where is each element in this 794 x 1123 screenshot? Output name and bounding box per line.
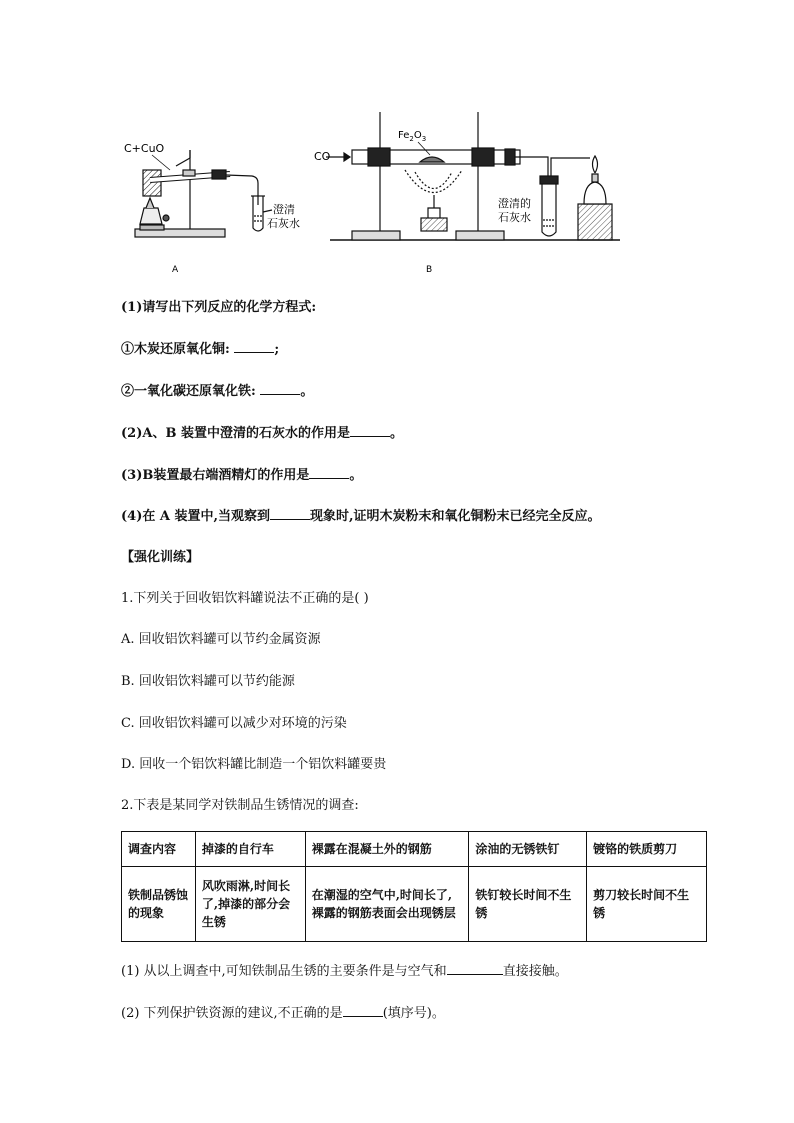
apparatus-a: [135, 150, 272, 237]
answer-blank[interactable]: [260, 382, 300, 395]
survey-subquestion-2-text: (2) 下列保护铁资源的建议,不正确的是: [121, 1006, 343, 1021]
survey-subquestion-2-end: (填序号)。: [382, 1006, 445, 1021]
question-3-end: 。: [349, 468, 363, 483]
question-1a-end: ;: [274, 342, 280, 357]
question-4-text-after: 现象时,证明木炭粉末和氧化铜粉末已经完全反应。: [310, 509, 601, 524]
question-3: [121, 466, 362, 485]
table-header-cell: 镀铬的铁质剪刀: [587, 832, 707, 867]
question-2-end: 。: [389, 426, 403, 441]
answer-blank[interactable]: [270, 507, 310, 520]
question-2-text: A、B 装置中澄清的石灰水的作用是: [142, 426, 350, 441]
survey-subquestion-1-end: 直接接触。: [502, 964, 568, 979]
question-4-number: (4): [121, 509, 143, 524]
table-header-row: [122, 832, 707, 867]
mc-option-d[interactable]: D. 回收一个铝饮料罐比制造一个铝饮料罐要贵: [121, 757, 387, 772]
table-header-cell: 涂油的无锈铁钉: [469, 832, 587, 867]
table-cell: 风吹雨淋,时间长了,掉漆的部分会生锈: [195, 867, 305, 942]
survey-subquestion-1-text: (1) 从以上调查中,可知铁制品生锈的主要条件是与空气和: [121, 964, 447, 979]
answer-blank[interactable]: [309, 466, 349, 479]
apparatus-b: [326, 112, 620, 240]
survey-subquestion-1: [121, 962, 568, 981]
question-4: [121, 507, 601, 526]
b-co-label: CO: [314, 150, 331, 163]
mc-question-stem: 1.下列关于回收铝饮料罐说法不正确的是( ): [121, 591, 369, 606]
answer-blank[interactable]: [350, 424, 390, 437]
table-header-cell: 裸露在混凝土外的钢筋: [305, 832, 469, 867]
table-cell: 剪刀较长时间不生锈: [587, 867, 707, 942]
b-caption: B: [426, 265, 433, 275]
question-1a-number: ①: [121, 342, 135, 357]
answer-blank[interactable]: [343, 1004, 383, 1017]
table-cell: 铁钉较长时间不生锈: [469, 867, 587, 942]
section-title: 【强化训练】: [121, 550, 200, 565]
a-limewater-label-2: 石灰水: [267, 217, 300, 230]
question-1: [121, 299, 316, 317]
question-1b-number: ②: [121, 384, 135, 399]
survey-subquestion-2: [121, 1004, 445, 1023]
answer-blank[interactable]: [447, 962, 503, 975]
apparatus-figure: [0, 0, 794, 290]
a-reactant-label: C+CuO: [124, 142, 165, 155]
question-3-number: (3): [121, 468, 143, 483]
question-4-text-before: 在 A 装置中,当观察到: [142, 509, 271, 524]
answer-blank[interactable]: [234, 340, 274, 353]
question-2-number: (2): [121, 426, 143, 441]
table-header-cell: 调查内容: [122, 832, 196, 867]
mc-option-c[interactable]: C. 回收铝饮料罐可以减少对环境的污染: [121, 716, 347, 731]
rust-survey-table: [121, 831, 707, 942]
question-1b-end: 。: [300, 384, 314, 399]
question-2: [121, 424, 403, 443]
question-1a-text: 木炭还原氧化铜:: [134, 342, 230, 357]
table-cell: 铁制品锈蚀的现象: [122, 867, 196, 942]
svg-text:Fe2O3: $Fe_2O_3$: [398, 130, 427, 143]
table-cell: 在潮湿的空气中,时间长了,裸露的钢筋表面会出现锈层: [305, 867, 469, 942]
b-limewater-label-1: 澄清的: [498, 197, 531, 210]
mc-option-a[interactable]: A. 回收铝饮料罐可以节约金属资源: [121, 632, 321, 647]
b-fe2o3-label: [398, 130, 426, 143]
question-3-text: B装置最右端酒精灯的作用是: [142, 468, 310, 483]
question-1-number: (1): [121, 300, 143, 315]
question-1b-text: 一氧化碳还原氧化铁:: [134, 384, 256, 399]
question-1-text: 请写出下列反应的化学方程式:: [142, 300, 317, 315]
survey-question-stem: 2.下表是某同学对铁制品生锈情况的调查:: [121, 798, 359, 813]
a-caption: A: [172, 265, 179, 275]
a-limewater-label-1: 澄清: [273, 203, 295, 216]
b-limewater-label-2: 石灰水: [498, 211, 531, 224]
question-1a: [121, 340, 279, 359]
mc-option-b[interactable]: B. 回收铝饮料罐可以节约能源: [121, 674, 295, 689]
question-1b: [121, 382, 313, 401]
table-row: [122, 867, 707, 942]
table-header-cell: 掉漆的自行车: [195, 832, 305, 867]
